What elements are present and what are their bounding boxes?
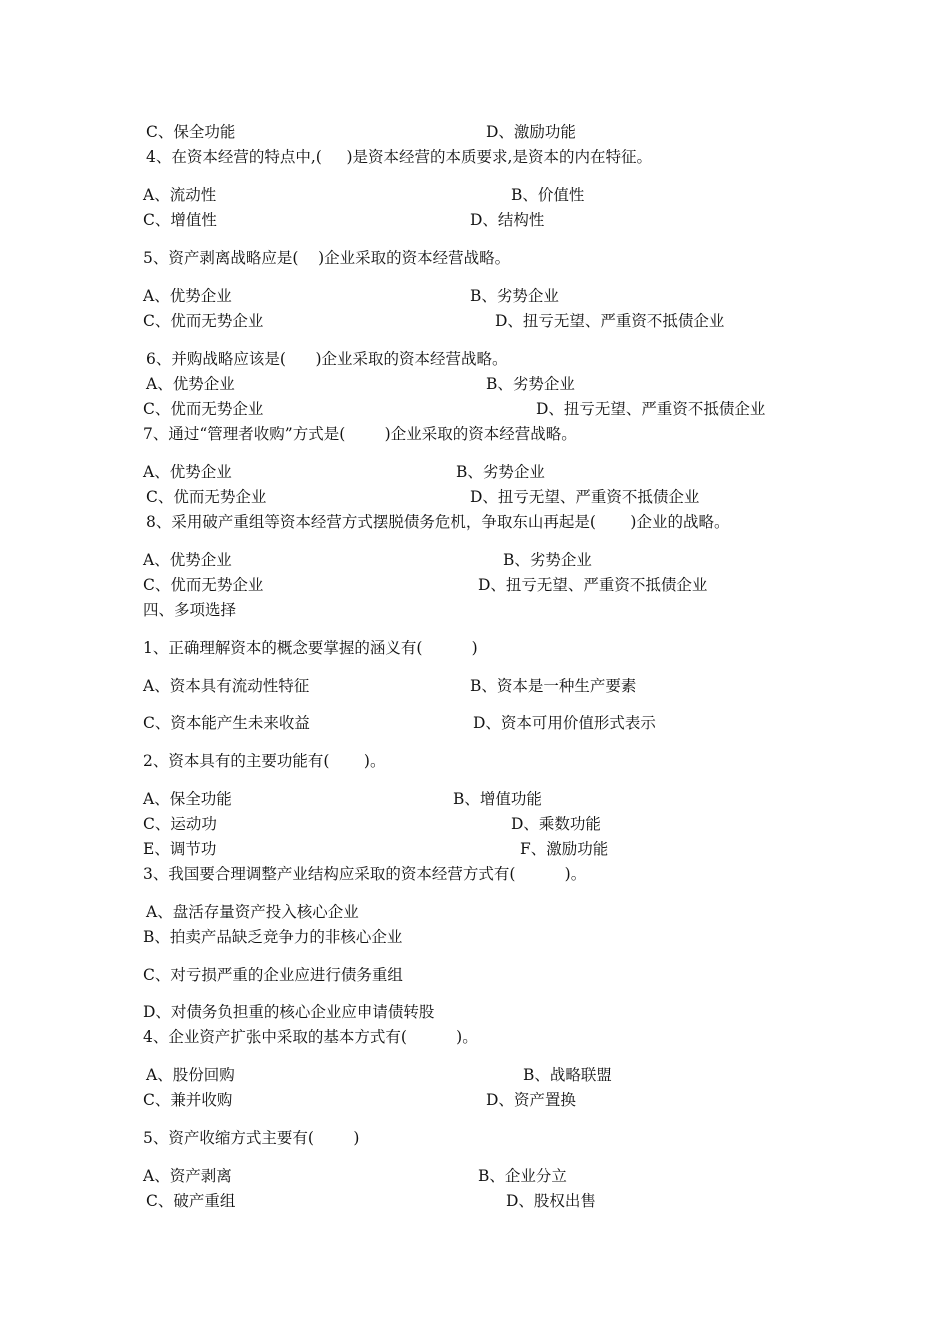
option-b: B、增值功能: [453, 790, 542, 808]
option-d: D、激励功能: [486, 123, 576, 141]
question-7: 7、通过“管理者收购”方式是( )企业采取的资本经营战略。: [143, 425, 577, 443]
option-d: D、扭亏无望、严重资不抵债企业: [478, 576, 708, 594]
question-3: 3、我国要合理调整产业结构应采取的资本经营方式有( )。: [143, 865, 587, 883]
option-a: A、资本具有流动性特征: [143, 677, 310, 695]
option-b: B、拍卖产品缺乏竞争力的非核心企业: [143, 928, 403, 946]
option-a: A、资产剥离: [143, 1167, 232, 1185]
question-5: 5、资产剥离战略应是( )企业采取的资本经营战略。: [143, 249, 511, 267]
option-d: D、资产置换: [486, 1091, 576, 1109]
question-2: 2、资本具有的主要功能有( )。: [143, 752, 386, 770]
option-d: D、乘数功能: [511, 815, 601, 833]
option-c: C、优而无势企业: [146, 488, 267, 506]
option-b: B、企业分立: [478, 1167, 567, 1185]
option-b: B、资本是一种生产要素: [470, 677, 637, 695]
option-a: A、优势企业: [143, 463, 232, 481]
option-b: B、劣势企业: [486, 375, 575, 393]
question-5: 5、资产收缩方式主要有( ): [143, 1129, 360, 1147]
option-b: B、战略联盟: [523, 1066, 612, 1084]
option-c: C、优而无势企业: [143, 400, 264, 418]
option-b: B、劣势企业: [470, 287, 559, 305]
question-8: 8、采用破产重组等资本经营方式摆脱债务危机，争取东山再起是( )企业的战略。: [146, 513, 730, 531]
option-b: B、价值性: [511, 186, 585, 204]
option-c: C、兼并收购: [143, 1091, 233, 1109]
option-a: A、盘活存量资产投入核心企业: [146, 903, 359, 921]
option-a: A、保全功能: [143, 790, 232, 808]
option-c: C、破产重组: [146, 1192, 236, 1210]
option-d: D、结构性: [470, 211, 545, 229]
option-d: D、扭亏无望、严重资不抵债企业: [495, 312, 725, 330]
option-c: C、保全功能: [146, 123, 236, 141]
option-c: C、增值性: [143, 211, 217, 229]
option-a: A、优势企业: [143, 287, 232, 305]
option-d: D、扭亏无望、严重资不抵债企业: [536, 400, 766, 418]
option-b: B、劣势企业: [456, 463, 545, 481]
section-heading: 四、多项选择: [143, 601, 237, 619]
question-4: 4、企业资产扩张中采取的基本方式有( )。: [143, 1028, 478, 1046]
option-a: A、优势企业: [146, 375, 235, 393]
option-d: D、扭亏无望、严重资不抵债企业: [470, 488, 700, 506]
question-1: 1、正确理解资本的概念要掌握的涵义有( ): [143, 639, 478, 657]
option-c: C、运动功: [143, 815, 217, 833]
option-c: C、优而无势企业: [143, 312, 264, 330]
option-d: D、股权出售: [506, 1192, 596, 1210]
option-b: B、劣势企业: [503, 551, 592, 569]
option-a: A、优势企业: [143, 551, 232, 569]
option-d: D、对债务负担重的核心企业应申请债转股: [143, 1003, 435, 1021]
option-a: A、股份回购: [146, 1066, 235, 1084]
question-4: 4、在资本经营的特点中,( )是资本经营的本质要求,是资本的内在特征。: [146, 148, 652, 166]
option-c: C、优而无势企业: [143, 576, 264, 594]
question-6: 6、并购战略应该是( )企业采取的资本经营战略。: [146, 350, 508, 368]
option-a: A、流动性: [143, 186, 217, 204]
option-d: D、资本可用价值形式表示: [473, 714, 656, 732]
option-c: C、资本能产生未来收益: [143, 714, 310, 732]
option-e: E、调节功: [143, 840, 217, 858]
option-f: F、激励功能: [520, 840, 609, 858]
option-c: C、对亏损严重的企业应进行债务重组: [143, 966, 403, 984]
